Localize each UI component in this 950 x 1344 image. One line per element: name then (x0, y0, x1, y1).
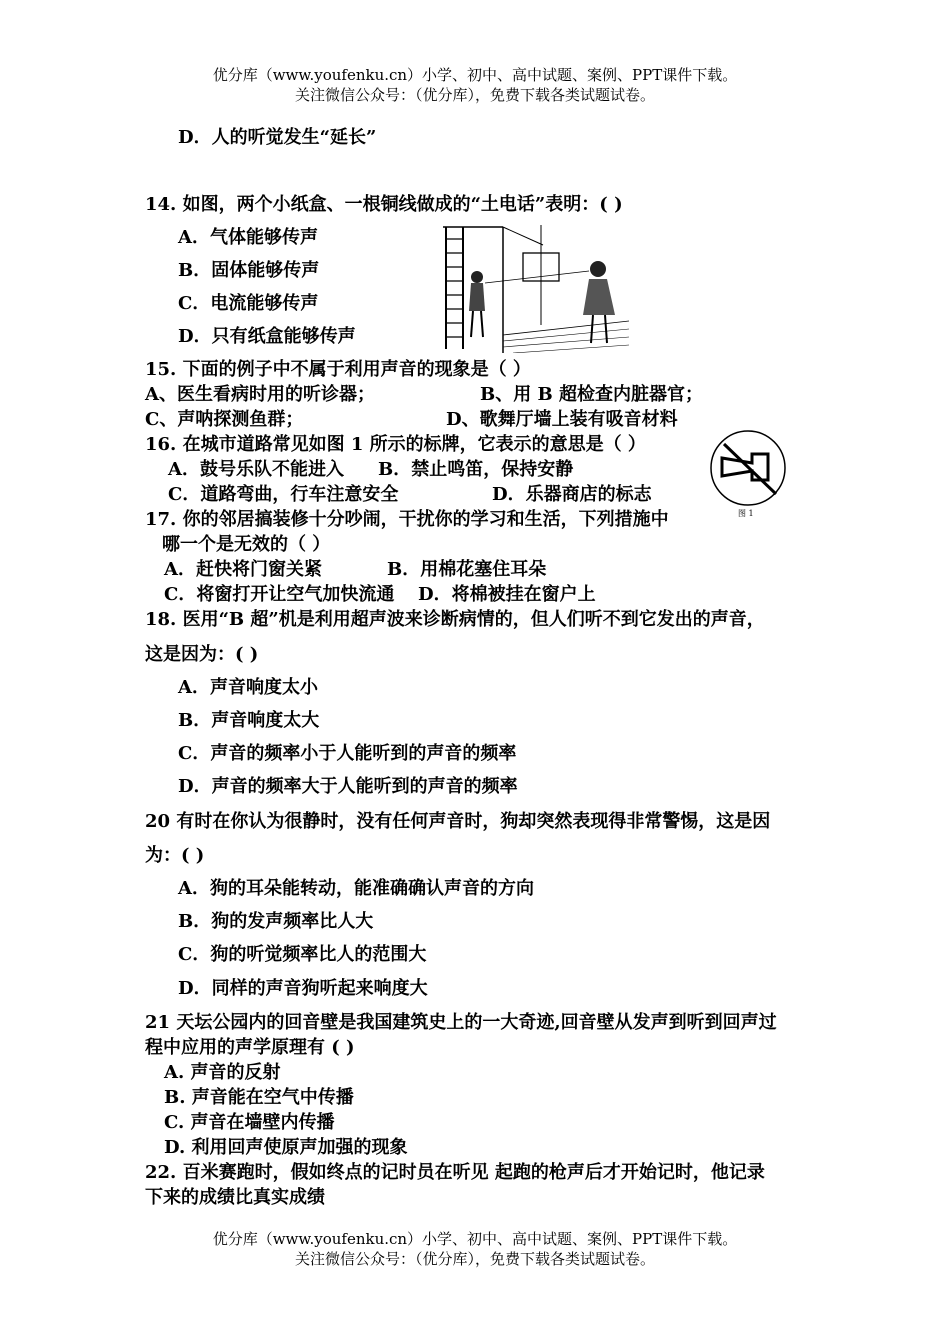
q14-option-b: B．固体能够传声 (178, 260, 320, 281)
q16-option-c: C．道路弯曲，行车注意安全 (168, 484, 399, 505)
q18-option-a: A．声音响度太小 (178, 677, 318, 698)
q16-option-a: A．鼓号乐队不能进入 (168, 459, 344, 480)
q17-option-b: B．用棉花塞住耳朵 (387, 559, 547, 580)
q18-stem-line-1: 18. 医用“B 超”机是利用超声波来诊断病情的，但人们听不到它发出的声音， (145, 609, 765, 630)
q18-option-d: D．声音的频率大于人能听到的声音的频率 (178, 776, 518, 797)
q15-option-a: A、医生看病时用的听诊器； (145, 384, 375, 405)
header-line-1: 优分库（www.youfenku.cn）小学、初中、高中试题、案例、PPT课件下载。 (212, 66, 738, 84)
q22-stem-line-2: 下来的成绩比真实成绩 (145, 1187, 325, 1208)
q16-stem: 16. 在城市道路常见如图 1 所示的标牌，它表示的意思是（ ） (145, 434, 646, 455)
q13-option-d: D．人的听觉发生“延长” (178, 127, 377, 148)
q16-option-b: B．禁止鸣笛，保持安静 (378, 459, 574, 480)
q15-option-c: C、声呐探测鱼群； (145, 409, 304, 430)
q17-option-c: C．将窗打开让空气加快流通 (164, 584, 395, 605)
q14-stem: 14. 如图，两个小纸盒、一根铜线做成的“土电话”表明：( ) (145, 194, 623, 215)
q18-option-b: B．声音响度太大 (178, 710, 320, 731)
q17-option-d: D．将棉被挂在窗户上 (418, 584, 596, 605)
footer-line-2: 关注微信公众号：（优分库），免费下载各类试题试卷。 (294, 1250, 655, 1268)
q21-option-c: C. 声音在墙壁内传播 (164, 1112, 335, 1133)
q20-option-d: D．同样的声音狗听起来响度大 (178, 978, 428, 999)
q14-option-c: C．电流能够传声 (178, 293, 319, 314)
q20-stem-line-1: 20 有时在你认为很静时，没有任何声音时，狗却突然表现得非常警惕，这是因 (145, 811, 771, 832)
q15-stem: 15. 下面的例子中不属于利用声音的现象是（ ） (145, 359, 531, 380)
q17-option-a: A．赶快将门窗关紧 (164, 559, 322, 580)
q21-stem-line-2: 程中应用的声学原理有 ( ) (145, 1037, 355, 1058)
footer-line-1: 优分库（www.youfenku.cn）小学、初中、高中试题、案例、PPT课件下载。 (212, 1230, 738, 1248)
q20-option-a: A．狗的耳朵能转动，能准确确认声音的方向 (178, 878, 534, 899)
q17-stem-line-1: 17. 你的邻居搞装修十分吵闹，干扰你的学习和生活，下列措施中 (145, 509, 669, 530)
q20-stem-line-2: 为：( ) (145, 845, 205, 866)
q22-stem-line-1: 22. 百米赛跑时，假如终点的记时员在听见 起跑的枪声后才开始记时，他记录 (145, 1162, 765, 1183)
header-line-2: 关注微信公众号：（优分库），免费下载各类试题试卷。 (294, 86, 655, 104)
q21-option-a: A. 声音的反射 (164, 1062, 281, 1083)
q15-option-b: B、用 B 超检查内脏器官； (480, 384, 703, 405)
figure-1-label: 图 1 (738, 509, 754, 518)
q14-option-d: D．只有纸盒能够传声 (178, 326, 356, 347)
q17-stem-line-2: 哪一个是无效的（ ） (162, 534, 331, 555)
q20-option-b: B．狗的发声频率比人大 (178, 911, 374, 932)
q15-option-d: D、歌舞厅墙上装有吸音材料 (446, 409, 678, 430)
q16-option-d: D．乐器商店的标志 (492, 484, 652, 505)
q21-stem-line-1: 21 天坛公园内的回音壁是我国建筑史上的一大奇迹,回音壁从发声到听到回声过 (145, 1012, 777, 1033)
q20-option-c: C．狗的听觉频率比人的范围大 (178, 944, 427, 965)
q21-option-d: D. 利用回声使原声加强的现象 (164, 1137, 408, 1158)
string-telephone-figure (443, 225, 629, 353)
no-horn-sign-icon (706, 430, 790, 510)
q18-stem-line-2: 这是因为：( ) (145, 644, 259, 665)
q18-option-c: C．声音的频率小于人能听到的声音的频率 (178, 743, 517, 764)
q14-option-a: A．气体能够传声 (178, 227, 318, 248)
q21-option-b: B. 声音能在空气中传播 (164, 1087, 354, 1108)
